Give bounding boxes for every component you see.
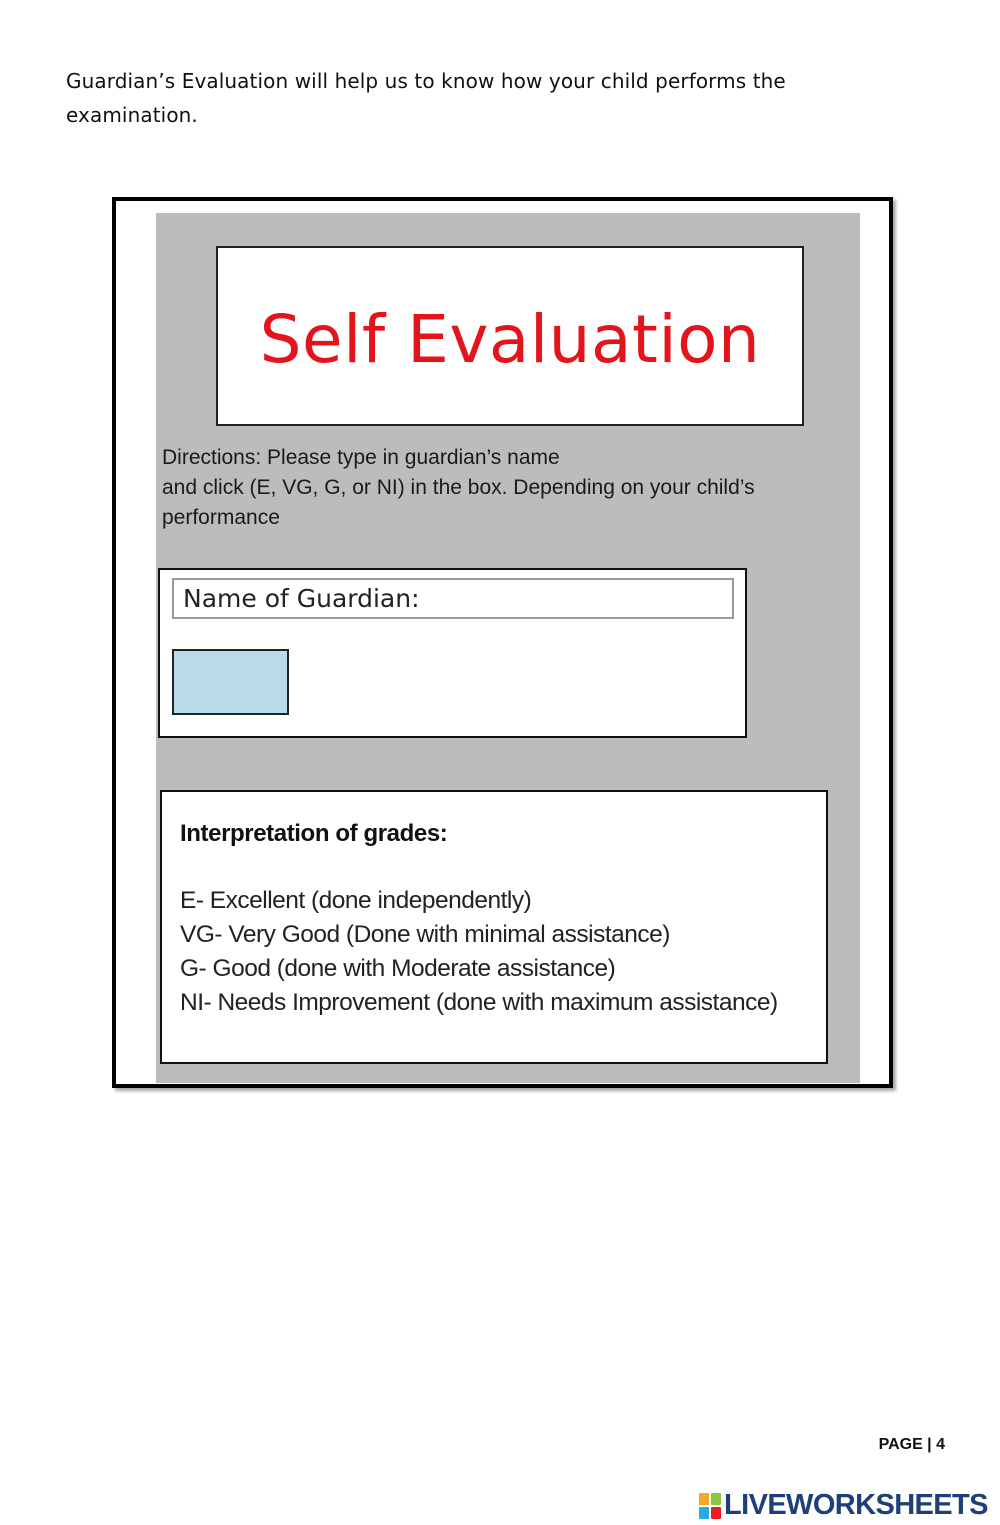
logo-tile-2 xyxy=(711,1493,721,1505)
grades-heading: Interpretation of grades: xyxy=(180,820,448,847)
logo-tile-3 xyxy=(699,1507,709,1519)
directions-line-3: performance xyxy=(162,506,280,529)
guardian-name-label: Name of Guardian: xyxy=(183,584,420,613)
directions-line-2: and click (E, VG, G, or NI) in the box. Depending on your child’s xyxy=(162,476,755,499)
liveworksheets-logo-icon xyxy=(699,1493,721,1519)
grade-answer-box[interactable] xyxy=(172,649,289,715)
intro-text xyxy=(66,64,866,132)
logo-tile-4 xyxy=(711,1507,721,1519)
grade-item-excellent: E- Excellent (done independently) xyxy=(180,887,532,914)
liveworksheets-wordmark: LIVEWORKSHEETS xyxy=(724,1489,988,1521)
intro-line-2: examination. xyxy=(66,103,198,127)
directions-text xyxy=(162,443,852,533)
title-box xyxy=(216,246,804,426)
grade-item-good: G- Good (done with Moderate assistance) xyxy=(180,955,616,982)
page-number: PAGE | 4 xyxy=(878,1436,945,1453)
directions-line-1: Directions: Please type in guardian’s name xyxy=(162,446,560,469)
grade-item-very-good: VG- Very Good (Done with minimal assistance) xyxy=(180,921,670,948)
liveworksheets-logo xyxy=(699,1489,988,1522)
guardian-section xyxy=(158,568,747,738)
worksheet-frame xyxy=(112,197,893,1088)
intro-line-1: Guardian’s Evaluation will help us to know how your child performs the xyxy=(66,69,786,93)
grades-legend xyxy=(160,790,828,1064)
grades-list xyxy=(180,884,778,1020)
worksheet-title: Self Evaluation xyxy=(259,300,761,378)
worksheet-panel xyxy=(156,213,860,1083)
logo-tile-1 xyxy=(699,1493,709,1505)
grade-item-needs-improvement: NI- Needs Improvement (done with maximum assistance) xyxy=(180,989,778,1016)
guardian-name-field[interactable] xyxy=(172,578,734,619)
